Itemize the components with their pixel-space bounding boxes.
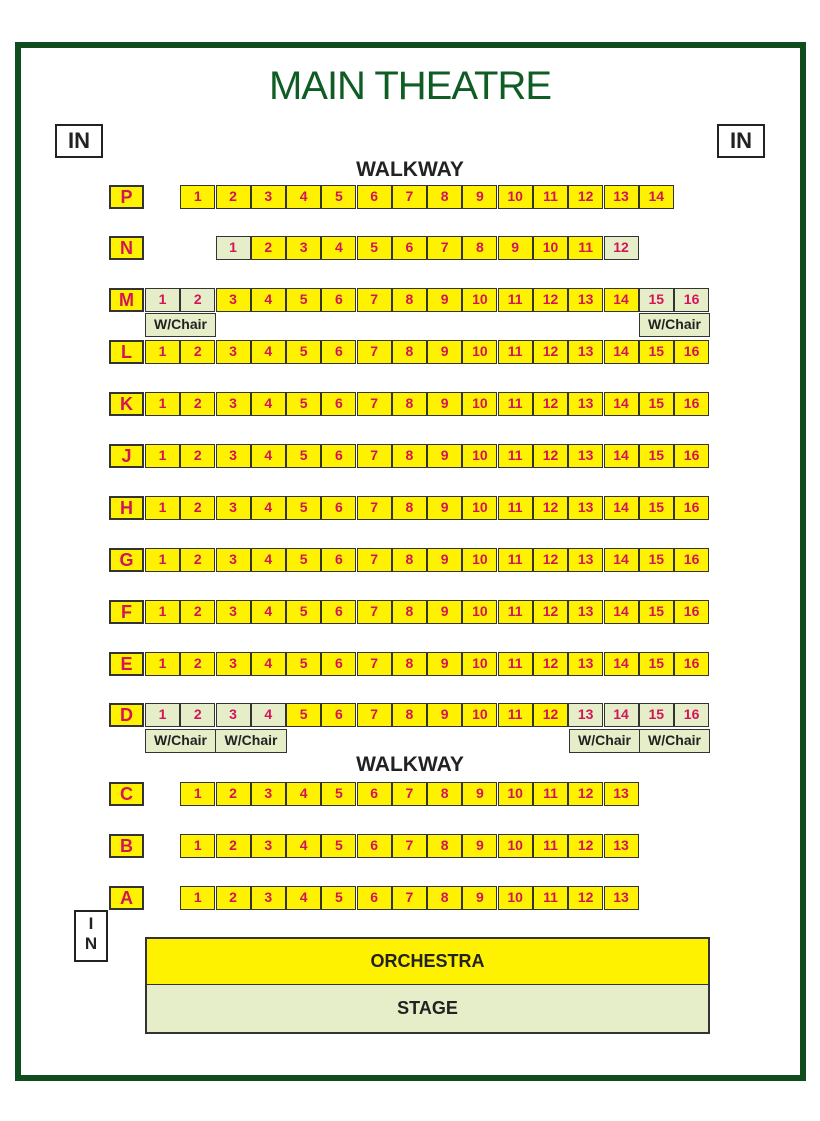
seat-f-2[interactable]: 2: [180, 600, 215, 624]
seat-d-1[interactable]: 1: [145, 703, 180, 727]
seat-e-6[interactable]: 6: [321, 652, 356, 676]
seat-m-14[interactable]: 14: [604, 288, 639, 312]
seat-p-11[interactable]: 11: [533, 185, 568, 209]
seat-k-10[interactable]: 10: [462, 392, 497, 416]
seat-f-5[interactable]: 5: [286, 600, 321, 624]
row-label-j: J: [109, 444, 144, 468]
seat-l-12[interactable]: 12: [533, 340, 568, 364]
seat-c-2[interactable]: 2: [216, 782, 251, 806]
row-label-b: B: [109, 834, 144, 858]
seat-d-8[interactable]: 8: [392, 703, 427, 727]
seat-j-14[interactable]: 14: [604, 444, 639, 468]
row-label-k: K: [109, 392, 144, 416]
seat-p-5[interactable]: 5: [321, 185, 356, 209]
seat-c-13[interactable]: 13: [604, 782, 639, 806]
seat-b-12[interactable]: 12: [568, 834, 603, 858]
seat-l-1[interactable]: 1: [145, 340, 180, 364]
seat-n-9[interactable]: 9: [498, 236, 533, 260]
seat-n-12[interactable]: 12: [604, 236, 639, 260]
seat-b-4[interactable]: 4: [286, 834, 321, 858]
seat-m-15[interactable]: 15: [639, 288, 674, 312]
seat-e-11[interactable]: 11: [498, 652, 533, 676]
seat-k-14[interactable]: 14: [604, 392, 639, 416]
seat-l-4[interactable]: 4: [251, 340, 286, 364]
seat-f-11[interactable]: 11: [498, 600, 533, 624]
seat-h-3[interactable]: 3: [216, 496, 251, 520]
seat-p-3[interactable]: 3: [251, 185, 286, 209]
seat-k-13[interactable]: 13: [568, 392, 603, 416]
seat-e-15[interactable]: 15: [639, 652, 674, 676]
stage: STAGE: [145, 984, 710, 1034]
seat-m-5[interactable]: 5: [286, 288, 321, 312]
seat-e-16[interactable]: 16: [674, 652, 709, 676]
seat-k-2[interactable]: 2: [180, 392, 215, 416]
seat-j-13[interactable]: 13: [568, 444, 603, 468]
row-label-e: E: [109, 652, 144, 676]
seat-f-13[interactable]: 13: [568, 600, 603, 624]
seat-d-9[interactable]: 9: [427, 703, 462, 727]
entrance-bottom-left: [74, 910, 108, 962]
seat-p-7[interactable]: 7: [392, 185, 427, 209]
seat-j-5[interactable]: 5: [286, 444, 321, 468]
seat-e-4[interactable]: 4: [251, 652, 286, 676]
seat-e-3[interactable]: 3: [216, 652, 251, 676]
page-title: MAIN THEATRE: [268, 64, 552, 108]
seat-g-12[interactable]: 12: [533, 548, 568, 572]
seat-m-11[interactable]: 11: [498, 288, 533, 312]
seat-l-8[interactable]: 8: [392, 340, 427, 364]
seat-d-4[interactable]: 4: [251, 703, 286, 727]
seat-c-3[interactable]: 3: [251, 782, 286, 806]
seat-b-10[interactable]: 10: [498, 834, 533, 858]
seat-g-7[interactable]: 7: [357, 548, 392, 572]
seat-d-14[interactable]: 14: [604, 703, 639, 727]
seat-j-12[interactable]: 12: [533, 444, 568, 468]
entrance-letter-n: N: [84, 934, 98, 953]
seat-n-8[interactable]: 8: [462, 236, 497, 260]
entrance-top-left: IN: [55, 124, 103, 158]
seat-a-9[interactable]: 9: [462, 886, 497, 910]
seat-n-5[interactable]: 5: [357, 236, 392, 260]
seat-h-10[interactable]: 10: [462, 496, 497, 520]
seat-p-4[interactable]: 4: [286, 185, 321, 209]
seat-h-11[interactable]: 11: [498, 496, 533, 520]
seat-j-9[interactable]: 9: [427, 444, 462, 468]
seat-c-10[interactable]: 10: [498, 782, 533, 806]
seat-g-15[interactable]: 15: [639, 548, 674, 572]
seat-d-16[interactable]: 16: [674, 703, 709, 727]
seat-e-12[interactable]: 12: [533, 652, 568, 676]
seat-b-8[interactable]: 8: [427, 834, 462, 858]
seat-m-4[interactable]: 4: [251, 288, 286, 312]
seat-d-10[interactable]: 10: [462, 703, 497, 727]
seat-l-13[interactable]: 13: [568, 340, 603, 364]
seat-m-10[interactable]: 10: [462, 288, 497, 312]
seat-l-16[interactable]: 16: [674, 340, 709, 364]
seat-f-10[interactable]: 10: [462, 600, 497, 624]
seat-p-10[interactable]: 10: [498, 185, 533, 209]
seat-m-13[interactable]: 13: [568, 288, 603, 312]
seat-h-4[interactable]: 4: [251, 496, 286, 520]
seat-k-16[interactable]: 16: [674, 392, 709, 416]
seat-p-9[interactable]: 9: [462, 185, 497, 209]
seat-a-3[interactable]: 3: [251, 886, 286, 910]
seat-d-7[interactable]: 7: [357, 703, 392, 727]
entrance-letter-i: I: [88, 914, 94, 933]
seat-h-8[interactable]: 8: [392, 496, 427, 520]
seat-l-11[interactable]: 11: [498, 340, 533, 364]
seat-p-14[interactable]: 14: [639, 185, 674, 209]
seat-k-1[interactable]: 1: [145, 392, 180, 416]
seat-n-2[interactable]: 2: [251, 236, 286, 260]
seat-e-7[interactable]: 7: [357, 652, 392, 676]
seat-f-14[interactable]: 14: [604, 600, 639, 624]
seat-k-11[interactable]: 11: [498, 392, 533, 416]
seat-j-7[interactable]: 7: [357, 444, 392, 468]
seat-f-12[interactable]: 12: [533, 600, 568, 624]
seat-f-1[interactable]: 1: [145, 600, 180, 624]
seat-j-2[interactable]: 2: [180, 444, 215, 468]
seat-j-8[interactable]: 8: [392, 444, 427, 468]
seat-k-6[interactable]: 6: [321, 392, 356, 416]
row-label-g: G: [109, 548, 144, 572]
seat-c-5[interactable]: 5: [321, 782, 356, 806]
seat-d-6[interactable]: 6: [321, 703, 356, 727]
seat-a-13[interactable]: 13: [604, 886, 639, 910]
seat-n-10[interactable]: 10: [533, 236, 568, 260]
seat-c-12[interactable]: 12: [568, 782, 603, 806]
seat-k-7[interactable]: 7: [357, 392, 392, 416]
seat-d-2[interactable]: 2: [180, 703, 215, 727]
seat-h-7[interactable]: 7: [357, 496, 392, 520]
seat-n-7[interactable]: 7: [427, 236, 462, 260]
seat-h-12[interactable]: 12: [533, 496, 568, 520]
seat-k-9[interactable]: 9: [427, 392, 462, 416]
seat-p-6[interactable]: 6: [357, 185, 392, 209]
seat-e-10[interactable]: 10: [462, 652, 497, 676]
seat-c-1[interactable]: 1: [180, 782, 215, 806]
seat-h-13[interactable]: 13: [568, 496, 603, 520]
seat-h-1[interactable]: 1: [145, 496, 180, 520]
seat-a-10[interactable]: 10: [498, 886, 533, 910]
seat-f-6[interactable]: 6: [321, 600, 356, 624]
seat-p-1[interactable]: 1: [180, 185, 215, 209]
seat-l-15[interactable]: 15: [639, 340, 674, 364]
seat-c-8[interactable]: 8: [427, 782, 462, 806]
seat-l-2[interactable]: 2: [180, 340, 215, 364]
row-label-p: P: [109, 185, 144, 209]
seat-g-9[interactable]: 9: [427, 548, 462, 572]
seat-n-11[interactable]: 11: [568, 236, 603, 260]
seat-e-9[interactable]: 9: [427, 652, 462, 676]
seat-g-2[interactable]: 2: [180, 548, 215, 572]
seat-k-4[interactable]: 4: [251, 392, 286, 416]
seat-a-2[interactable]: 2: [216, 886, 251, 910]
seat-l-9[interactable]: 9: [427, 340, 462, 364]
seat-l-3[interactable]: 3: [216, 340, 251, 364]
seat-m-3[interactable]: 3: [216, 288, 251, 312]
seat-b-1[interactable]: 1: [180, 834, 215, 858]
seat-b-7[interactable]: 7: [392, 834, 427, 858]
seat-b-11[interactable]: 11: [533, 834, 568, 858]
seat-j-4[interactable]: 4: [251, 444, 286, 468]
seat-p-2[interactable]: 2: [216, 185, 251, 209]
seat-d-15[interactable]: 15: [639, 703, 674, 727]
seat-m-6[interactable]: 6: [321, 288, 356, 312]
seat-b-5[interactable]: 5: [321, 834, 356, 858]
seat-l-6[interactable]: 6: [321, 340, 356, 364]
seat-h-16[interactable]: 16: [674, 496, 709, 520]
seat-g-5[interactable]: 5: [286, 548, 321, 572]
seat-c-11[interactable]: 11: [533, 782, 568, 806]
seat-g-1[interactable]: 1: [145, 548, 180, 572]
seat-g-4[interactable]: 4: [251, 548, 286, 572]
seat-j-1[interactable]: 1: [145, 444, 180, 468]
seat-c-6[interactable]: 6: [357, 782, 392, 806]
walkway-label-middle: WALKWAY: [356, 753, 464, 776]
seat-n-1[interactable]: 1: [216, 236, 251, 260]
seat-k-15[interactable]: 15: [639, 392, 674, 416]
row-label-a: A: [109, 886, 144, 910]
seat-g-11[interactable]: 11: [498, 548, 533, 572]
seat-h-15[interactable]: 15: [639, 496, 674, 520]
seat-g-13[interactable]: 13: [568, 548, 603, 572]
seat-a-12[interactable]: 12: [568, 886, 603, 910]
walkway-label-top: WALKWAY: [356, 158, 464, 181]
seat-g-6[interactable]: 6: [321, 548, 356, 572]
seat-e-2[interactable]: 2: [180, 652, 215, 676]
seat-c-9[interactable]: 9: [462, 782, 497, 806]
seat-m-1[interactable]: 1: [145, 288, 180, 312]
seat-e-13[interactable]: 13: [568, 652, 603, 676]
seat-c-7[interactable]: 7: [392, 782, 427, 806]
seat-n-6[interactable]: 6: [392, 236, 427, 260]
seat-m-2[interactable]: 2: [180, 288, 215, 312]
seat-p-8[interactable]: 8: [427, 185, 462, 209]
wheelchair-label-m-right: W/Chair: [639, 313, 710, 337]
seat-j-15[interactable]: 15: [639, 444, 674, 468]
seat-h-2[interactable]: 2: [180, 496, 215, 520]
seat-f-8[interactable]: 8: [392, 600, 427, 624]
seat-e-5[interactable]: 5: [286, 652, 321, 676]
seat-k-5[interactable]: 5: [286, 392, 321, 416]
seat-d-12[interactable]: 12: [533, 703, 568, 727]
orchestra-pit: ORCHESTRA: [145, 937, 710, 986]
seat-m-9[interactable]: 9: [427, 288, 462, 312]
seat-l-5[interactable]: 5: [286, 340, 321, 364]
seat-c-4[interactable]: 4: [286, 782, 321, 806]
row-label-m: M: [109, 288, 144, 312]
seat-g-8[interactable]: 8: [392, 548, 427, 572]
seat-m-7[interactable]: 7: [357, 288, 392, 312]
seat-j-6[interactable]: 6: [321, 444, 356, 468]
seat-g-3[interactable]: 3: [216, 548, 251, 572]
seat-d-11[interactable]: 11: [498, 703, 533, 727]
seat-a-6[interactable]: 6: [357, 886, 392, 910]
seat-p-12[interactable]: 12: [568, 185, 603, 209]
seat-l-10[interactable]: 10: [462, 340, 497, 364]
seat-f-9[interactable]: 9: [427, 600, 462, 624]
seat-k-3[interactable]: 3: [216, 392, 251, 416]
seat-b-3[interactable]: 3: [251, 834, 286, 858]
seat-a-1[interactable]: 1: [180, 886, 215, 910]
wheelchair-label-d-2: W/Chair: [215, 729, 287, 753]
seat-d-13[interactable]: 13: [568, 703, 603, 727]
seat-g-14[interactable]: 14: [604, 548, 639, 572]
seat-b-2[interactable]: 2: [216, 834, 251, 858]
seat-b-6[interactable]: 6: [357, 834, 392, 858]
seat-e-1[interactable]: 1: [145, 652, 180, 676]
row-label-h: H: [109, 496, 144, 520]
entrance-top-right: IN: [717, 124, 765, 158]
seat-a-5[interactable]: 5: [321, 886, 356, 910]
seat-p-13[interactable]: 13: [604, 185, 639, 209]
seat-k-8[interactable]: 8: [392, 392, 427, 416]
seat-n-4[interactable]: 4: [321, 236, 356, 260]
seat-f-3[interactable]: 3: [216, 600, 251, 624]
seat-h-5[interactable]: 5: [286, 496, 321, 520]
wheelchair-label-d-4: W/Chair: [639, 729, 710, 753]
wheelchair-label-m-left: W/Chair: [145, 313, 216, 337]
seat-h-6[interactable]: 6: [321, 496, 356, 520]
seat-k-12[interactable]: 12: [533, 392, 568, 416]
row-label-d: D: [109, 703, 144, 727]
seat-l-14[interactable]: 14: [604, 340, 639, 364]
seat-a-7[interactable]: 7: [392, 886, 427, 910]
wheelchair-label-d-1: W/Chair: [145, 729, 216, 753]
seat-g-16[interactable]: 16: [674, 548, 709, 572]
seat-b-13[interactable]: 13: [604, 834, 639, 858]
seat-j-16[interactable]: 16: [674, 444, 709, 468]
seat-h-14[interactable]: 14: [604, 496, 639, 520]
seat-a-4[interactable]: 4: [286, 886, 321, 910]
seat-f-7[interactable]: 7: [357, 600, 392, 624]
seat-h-9[interactable]: 9: [427, 496, 462, 520]
seat-g-10[interactable]: 10: [462, 548, 497, 572]
seat-m-16[interactable]: 16: [674, 288, 709, 312]
seat-e-14[interactable]: 14: [604, 652, 639, 676]
seat-f-15[interactable]: 15: [639, 600, 674, 624]
seat-a-11[interactable]: 11: [533, 886, 568, 910]
row-label-n: N: [109, 236, 144, 260]
seat-l-7[interactable]: 7: [357, 340, 392, 364]
seat-j-3[interactable]: 3: [216, 444, 251, 468]
seat-n-3[interactable]: 3: [286, 236, 321, 260]
seat-d-5[interactable]: 5: [286, 703, 321, 727]
row-label-l: L: [109, 340, 144, 364]
seat-m-8[interactable]: 8: [392, 288, 427, 312]
row-label-c: C: [109, 782, 144, 806]
seat-a-8[interactable]: 8: [427, 886, 462, 910]
seat-j-11[interactable]: 11: [498, 444, 533, 468]
seat-j-10[interactable]: 10: [462, 444, 497, 468]
seat-f-16[interactable]: 16: [674, 600, 709, 624]
seat-b-9[interactable]: 9: [462, 834, 497, 858]
wheelchair-label-d-3: W/Chair: [569, 729, 640, 753]
seat-d-3[interactable]: 3: [216, 703, 251, 727]
seat-f-4[interactable]: 4: [251, 600, 286, 624]
seat-e-8[interactable]: 8: [392, 652, 427, 676]
seat-m-12[interactable]: 12: [533, 288, 568, 312]
row-label-f: F: [109, 600, 144, 624]
